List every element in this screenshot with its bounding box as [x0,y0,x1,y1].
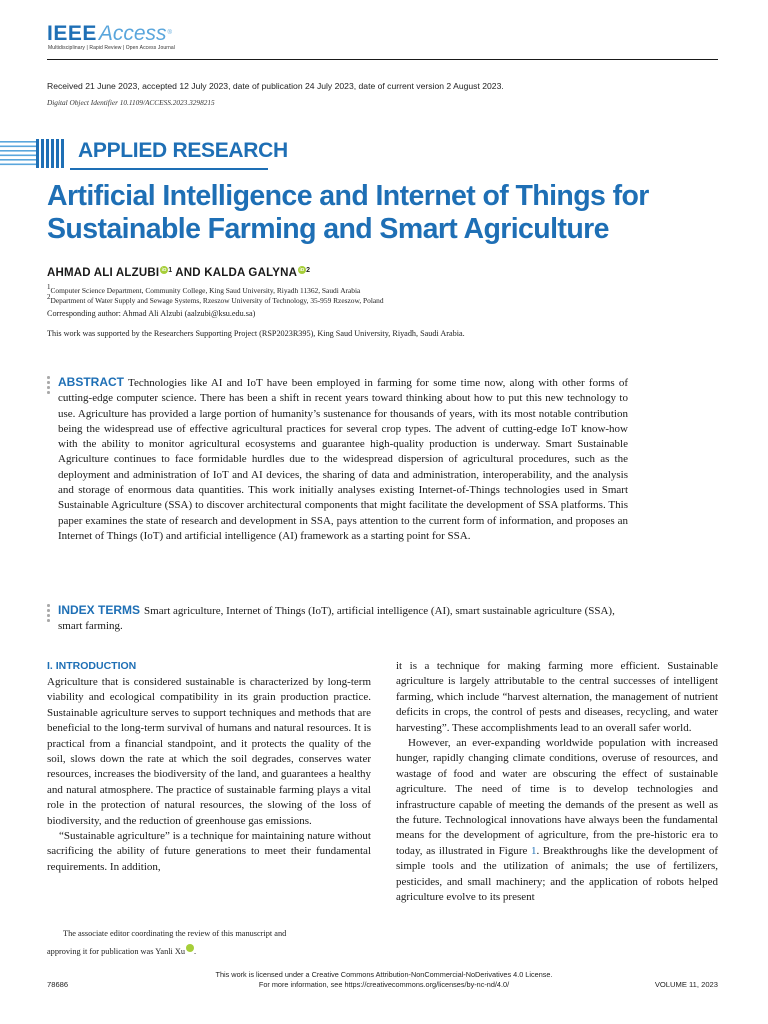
license-line-1: This work is licensed under a Creative Commons Attribution-NonCommercial-NoDerivatives 4.0 License. [215,970,553,979]
author-name: KALDA GALYNA [204,267,298,279]
logo-ieee: IEEE [47,22,97,45]
article-type-label: APPLIED RESEARCH [78,139,288,162]
affiliation-2 [47,293,384,305]
abstract-heading: ABSTRACT [58,375,124,389]
figure-link[interactable]: 1 [530,844,537,857]
paragraph-text: However, an ever-expanding worldwide population with increased hunger, rapidly changing climate conditions, overuse of resources, and wastage of food and water are obscuring the effect of sustainable agriculture. The need of time is to develop technologies and infrastructure capable of meeting the demands of the present as well as the future. Technological innovations have always been the fundamental means for the development of agriculture, from the pre-historic era to today, as illustrated in Figure [396,737,718,857]
paragraph: “Sustainable agriculture” is a technique for maintaining nature without sacrificing the ability of future generations to meet their fundamental requirements. In addition, [47,830,371,873]
orcid-icon[interactable] [298,266,306,274]
body-column-left [47,659,371,875]
header-divider [47,59,718,60]
doi: Digital Object Identifier 10.1109/ACCESS.2023.3298215 [47,98,215,107]
journal-tagline: Multidisciplinary | Rapid Review | Open Access Journal [48,45,175,51]
affiliation-text: Computer Science Department, Community College, King Saud University, Riyadh 11362, Saudi Arabia [50,286,361,295]
section-dots-icon [47,604,50,624]
license-link[interactable]: For more information, see https://creativecommons.org/licenses/by-nc-nd/4.0/ [258,980,510,989]
title-line-2: Sustainable Farming and Smart Agriculture [47,213,609,245]
body-column-right [396,659,718,906]
index-terms [58,603,628,635]
author-name: AHMAD ALI ALZUBI [47,267,160,279]
section-heading: I. INTRODUCTION [47,660,137,672]
journal-logo [47,22,172,46]
publication-dates: Received 21 June 2023, accepted 12 July 2023, date of publication 24 July 2023, date of current version 2 August 2023. [47,81,504,91]
paragraph [396,736,718,905]
abstract-text: Technologies like AI and IoT have been employed in farming for some time now, along with other forms of cutting-edge computer science. There has been a shift in recent years toward thinking about how to put this new technology to use. Agriculture has provided a large portion of humanity’s sustenance for thousands of years, with its most notable contribution being the widespread use of effective agricultural practices for several crop types. The advent of cutting-edge IoT know-how with the ability to monitor agricultural ecosystems and guarantee high-quality production is underway. Smart Sustainable Agriculture continues to face formidable hurdles due to the widespread dispersion of agricultural procedures, such as the deployment and administration of IoT and AI devices, the sharing of data and administration, interoperability, and the analysis and storage of enormous data quantities. This work initially analyses existing Internet-of-Things technologies used in Smart Sustainable Agriculture (SSA) to discover architectural components that might facilitate the development of SSA platforms. This paper examines the state of research and development in SSA, pays attention to the current form of information, and proposes an Internet of Things (IoT) and artificial intelligence (AI) framework as a starting point for SSA. [58,377,628,542]
paper-title [47,180,727,246]
banner-underline [70,168,268,170]
affiliation-marker: 2 [47,293,51,301]
abstract [58,375,628,544]
author-affiliation-marker: 1 [168,267,173,274]
affiliation-marker: 1 [47,283,51,291]
footnote-line-1: The associate editor coordinating the review of this manuscript and [63,929,287,938]
title-line-1: Artificial Intelligence and Internet of Things for [47,180,649,212]
index-terms-text: Smart agriculture, Internet of Things (IoT), artificial intelligence (AI), smart sustainable agriculture (SSA), smart farming. [58,605,615,633]
banner-stripes-icon [0,137,68,170]
author-affiliation-marker: 2 [306,267,311,274]
page-number: 78686 [47,980,69,989]
paragraph-text: . Breakthroughs like the development of simple tools and the utilization of animals; the use of fertilizers, pesticides, and small machinery; and the application of robots helped agriculture evolve to its present [396,844,718,904]
volume-label: VOLUME 11, 2023 [654,980,718,989]
logo-access: Access [98,22,167,45]
orcid-icon[interactable] [186,944,194,952]
author-conjunction: AND [175,267,201,279]
affiliation-text: Department of Water Supply and Sewage Systems, Rzeszow University of Technology, 35-959 Rzeszow, Poland [50,296,384,305]
paragraph: Agriculture that is considered sustainable is characterized by long-term viability and ecological compatibility in its grain production practice. Sustainable agriculture serves to support techniques and methods that are beneficial to the long-term survival of humans and natural resources. It is practical from a financial standpoint, and it protects the quality of the soil, slows down the rate at which the soil degrades, conserves water resources, increases the biodiversity of the land, and guarantees a healthy and natural atmosphere. The practice of sustainable farming plays a vital role in the protection of natural resources, the slowing of the loss of biodiversity, and the reduction of greenhouse gas emissions. [47,676,371,827]
corresponding-author: Corresponding author: Ahmad Ali Alzubi (aalzubi@ksu.edu.sa) [47,309,256,318]
author-list [47,266,310,279]
logo-trademark: ® [167,29,172,36]
footnote-line-2: approving it for publication was Yanli Xu [47,947,186,956]
section-dots-icon [47,376,50,396]
index-terms-heading: INDEX TERMS [58,603,141,617]
funding-statement: This work was supported by the Researchers Supporting Project (RSP2023R395), King Saud University, Riyadh, Saudi Arabia. [47,329,465,338]
paragraph: it is a technique for making farming more efficient. Sustainable agriculture is largely attributable to the central successes of intelligent farming, which include “harvest alternation, the management of nutrient deficits in crops, the control of pests and diseases, recycling, and water harvesting”. These accomplishments lead to an overall safer world. [396,660,718,734]
license-notice [0,970,768,990]
editor-footnote: The associate editor coordinating the review of this manuscript and approving it for publication was Yanli XuiD . [47,925,371,961]
